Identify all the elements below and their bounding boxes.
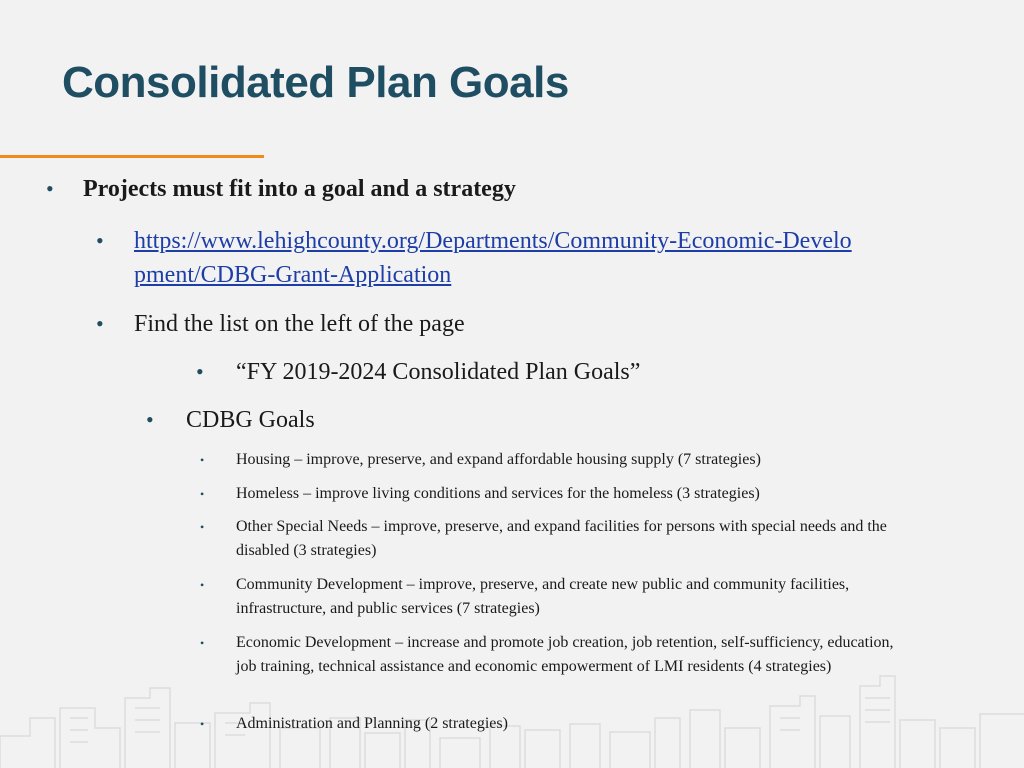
bullet-text: “FY 2019-2024 Consolidated Plan Goals” [236,359,641,385]
bullet-dot: • [146,407,154,432]
goal-text: Other Special Needs – improve, preserve, and expand facilities for persons with special needs and the disabled (3 strategies) [236,518,887,559]
bullet-text: Find the list on the left of the page [134,311,465,337]
bullet-text: CDBG Goals [186,407,315,433]
bullet-dot: • [200,453,205,467]
bullet-dot: • [200,520,205,534]
bullet-dot: • [200,487,205,501]
bullet-dot: • [96,311,104,336]
bullet-projects [0,176,700,203]
goal-special-needs [200,515,920,563]
goal-text: Housing – improve, preserve, and expand affordable housing supply (7 strategies) [236,451,761,468]
bullet-plan-goals [196,355,896,389]
bullet-dot: • [96,228,104,253]
bullet-dot: • [200,578,205,592]
goal-homeless [200,482,920,506]
goal-text: Administration and Planning (2 strategies) [236,715,508,732]
goal-housing [200,448,920,472]
goal-text: Community Development – improve, preserve, and create new public and community facilities, infrastructure, and public services (7 strategies) [236,576,850,617]
slide-title: Consolidated Plan Goals [62,58,569,107]
goal-community-development [200,573,920,621]
bullet-dot: • [200,636,205,650]
bullet-dot: • [196,359,204,384]
goal-text: Homeless – improve living conditions and services for the homeless (3 strategies) [236,485,760,502]
goal-text: Economic Development – increase and promote job creation, job retention, self-sufficiency, education, job training, technical assistance and economic empowerment of LMI residents (4 strategies) [236,634,894,675]
bullet-dot: • [200,717,205,731]
goal-administration [200,712,920,736]
bullet-dot: • [46,176,54,201]
title-accent-rule [0,155,264,158]
bullet-text: Projects must fit into a goal and a strategy [83,176,516,202]
bullet-find-list [96,307,856,341]
bullet-cdbg-goals [146,403,846,437]
bullet-link [96,224,856,292]
goal-economic-development [200,631,920,679]
cdbg-application-link[interactable]: https://www.lehighcounty.org/Departments/Community-Economic-Development/CDBG-Grant-Application [134,228,852,288]
